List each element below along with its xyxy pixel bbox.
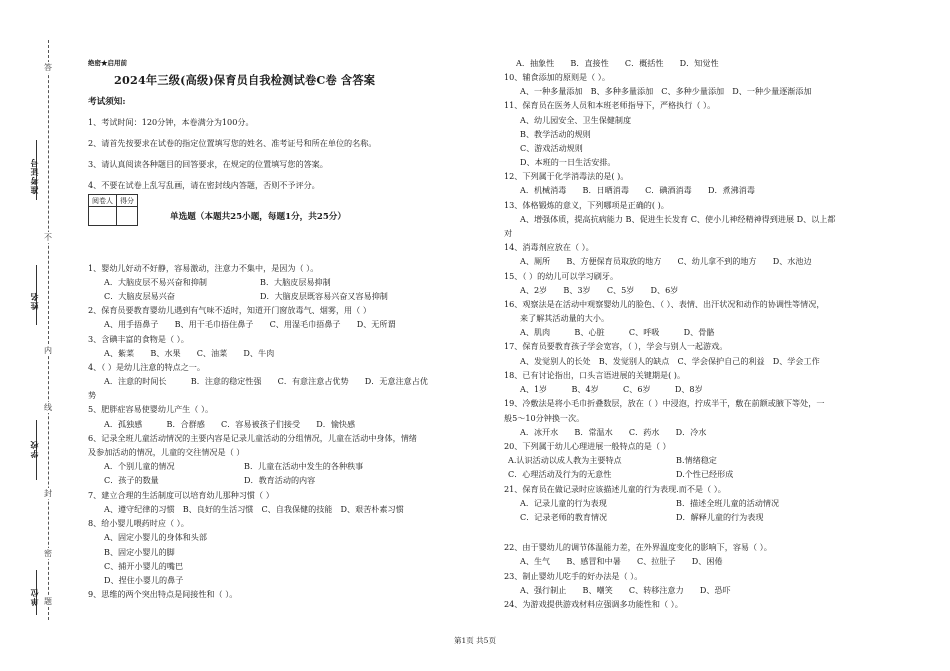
question-line: A、一种多量添加 B、多种多量添加 C、多种少量添加 D、一种少量逐渐添加 (520, 86, 812, 96)
question-line: A.认识活动以成人教为主要特点 (508, 455, 622, 465)
question-line: 21、保育员在做记录时应该描述儿童的行为表现.而不是（ ）。 (504, 484, 726, 494)
margin-char: 题 (44, 597, 52, 606)
question-line: 5、肥胖症容易使婴幼儿产生（ ）。 (88, 404, 214, 414)
question-line: 19、冷敷法是将小毛巾折叠数层，放在（ ）中浸泡，拧成半干，敷在前额或腋下等处，一 (504, 398, 825, 408)
question-line: A．抽象性 B．直接性 C．概括性 D．知觉性 (516, 58, 719, 68)
margin-char: 不 (44, 233, 52, 242)
page-footer: 第1页 共5页 (454, 636, 496, 645)
question-line: 2、保育员要教育婴幼儿遇到有气味不适时，知道开门窗放毒气、烟雾，用（ ） (88, 305, 371, 315)
notice-item: 3、请认真阅读各种题目的回答要求，在规定的位置填写您的答案。 (88, 159, 328, 169)
notice-heading: 考试须知: (88, 97, 126, 107)
question-line: B．描述全班儿童的活动情况 (676, 498, 780, 508)
question-line: 9、思维的两个突出特点是间接性和（ ）。 (88, 589, 238, 599)
question-line: D.个性已经形成 (676, 469, 734, 479)
question-line: C．孩子的数量 (104, 475, 159, 485)
question-line: A、幼儿园安全、卫生保健制度 (520, 115, 632, 125)
question-line: A．记录儿童的行为表现 (520, 498, 607, 508)
question-line: A、2岁 B、3岁 C、5岁 D、6岁 (520, 285, 679, 295)
question-line: A、厕所 B、方便保育员取放的地方 C、幼儿拿不到的地方 D、水池边 (520, 256, 812, 266)
question-line: 14、消毒剂应放在（ ）。 (504, 242, 594, 252)
name-label: 姓名 (29, 292, 39, 310)
question-line: A、用手捂鼻子 B、用干毛巾捂住鼻子 C、用湿毛巾捂鼻子 D、无所谓 (104, 319, 396, 329)
question-line: A、强行制止 B、嘲笑 C、转移注意力 D、恐吓 (520, 585, 731, 595)
question-line: 势 (88, 390, 97, 400)
question-line: 23、制止婴幼儿吃手的好办法是（ ）。 (504, 571, 643, 581)
margin-char: 答 (44, 63, 52, 72)
question-line: B．儿童在活动中发生的各种秩事 (244, 461, 364, 471)
secret-mark: 绝密★启用前 (88, 59, 127, 67)
question-line: D．解释儿童的行为表现 (676, 512, 764, 522)
question-line: A、增强体质，提高抗病能力 B、促进生长发育 C、使小儿神经精神得到进展 D、以上都 (520, 214, 836, 224)
question-line: 4、（ ）是幼儿注意的特点之一。 (88, 362, 205, 372)
unit-label: 单位 (29, 588, 39, 606)
school-label: 学校 (29, 440, 39, 458)
question-line: A、肌肉 B、心脏 C、呼吸 D、骨骼 (520, 327, 715, 337)
question-line: A．个别儿童的情况 (104, 461, 175, 471)
question-line: A．机械消毒 B．日晒消毒 C．碘酒消毒 D．煮沸消毒 (520, 185, 755, 195)
exam-title: 2024年三级(高级)保育员自我检测试卷C卷 含答案 (114, 73, 376, 87)
notice-item: 4、不要在试卷上乱写乱画，请在密封线内答题，否则不予评分。 (88, 180, 320, 190)
margin-char: 线 (44, 403, 52, 412)
question-line: A、1岁 B、4岁 C、6岁 D、8岁 (520, 384, 703, 394)
question-line: 般5～10分钟换一次。 (504, 413, 585, 423)
margin-char: 内 (44, 346, 52, 355)
question-line: 7、建立合理的生活制度可以培育幼儿那种习惯（ ） (88, 490, 274, 500)
question-line: 24、为游戏提供游戏材料应强调多功能性和（ ）。 (504, 599, 683, 609)
question-line: A．孤独感 B．合群感 C．容易被孩子们接受 D．愉快感 (104, 419, 356, 429)
section-heading: 单选题（本题共25小题，每题1分，共25分） (170, 212, 346, 222)
margin-char: 密 (44, 549, 52, 558)
question-line: B、固定小婴儿的脚 (104, 547, 175, 557)
question-line: C、游戏活动规则 (520, 143, 583, 153)
question-line: D、本班的一日生活安排。 (520, 157, 616, 167)
question-line: 11、保育员在医务人员和本班老师指导下，严格执行（ ）。 (504, 100, 716, 110)
question-line: A、固定小婴儿的身体和头部 (104, 532, 207, 542)
question-line: 10、辅食添加的原则是（ ）。 (504, 72, 610, 82)
question-line: C．大脑皮层易兴奋 (104, 291, 175, 301)
admission-number-label: 准考证号 (29, 158, 39, 194)
binding-margin (0, 0, 62, 671)
question-line: B．大脑皮层易抑制 (260, 277, 331, 287)
question-line: A、发觉别人的长处 B、发觉别人的缺点 C、学会保护自己的利益 D、学会工作 (520, 356, 820, 366)
question-line: B.情绪稳定 (676, 455, 717, 465)
question-line: 22、由于婴幼儿的调节体温能力差，在外界温度变化的影响下，容易（ ）。 (504, 542, 772, 552)
question-line: 6、记录全班儿童活动情况的主要内容是记录儿童活动的分组情况，儿童在活动中身体，情绪 (88, 433, 417, 443)
question-line: 20、下列属于幼儿心理进展一般特点的是（ ） (504, 441, 671, 451)
grader-cell[interactable] (89, 207, 117, 226)
question-line: D、捏住小婴儿的鼻子 (104, 575, 184, 585)
question-line: 1、婴幼儿好动不好静，容易激动，注意力不集中，是因为（ ）。 (88, 263, 319, 273)
question-line: 15、（ ）的幼儿可以学习刷牙。 (504, 271, 619, 281)
grader-header: 阅卷人 (89, 195, 117, 207)
margin-char: 封 (44, 489, 52, 498)
question-line: A、遵守纪律的习惯 B、良好的生活习惯 C、自我保健的技能 D、艰苦朴素习惯 (104, 504, 404, 514)
question-line: 13、体格锻炼的意义，下列哪项是正确的( )。 (504, 200, 669, 210)
question-line: 8、给小婴儿喂药时应（ ）。 (88, 518, 189, 528)
question-line: C、捕开小婴儿的嘴巴 (104, 561, 184, 571)
question-line: 18、已有讨论指出，口头言语进展的关键期是( )。 (504, 370, 686, 380)
question-line: A．大脑皮层不易兴奋和抑制 (104, 277, 207, 287)
question-line: D．教育活动的内容 (244, 475, 316, 485)
question-line: 及参加活动的情况，儿童的交往情况是（ ） (88, 447, 245, 457)
score-table (88, 194, 138, 226)
question-line: C．记录老师的教育情况 (520, 512, 608, 522)
question-line: D．大脑皮层既容易兴奋又容易抑制 (260, 291, 388, 301)
question-line: A．注意的时间长 B．注意的稳定性强 C．有意注意占优势 D．无意注意占优 (104, 376, 428, 386)
question-line: 来了解其活动量的大小。 (520, 313, 610, 323)
score-cell[interactable] (117, 207, 138, 226)
notice-item: 2、请首先按要求在试卷的指定位置填写您的姓名、准考证号和所在单位的名称。 (88, 138, 377, 148)
question-line: B、教学活动的规则 (520, 129, 591, 139)
question-line: 对 (504, 228, 513, 238)
question-line: A、生气 B、感冒和中暑 C、拉肚子 D、困倦 (520, 556, 723, 566)
question-line: A、紫菜 B、水果 C、油菜 D、牛肉 (104, 348, 275, 358)
seal-dashed-line (48, 40, 49, 620)
notice-item: 1、考试时间：120分钟，本卷满分为100分。 (88, 117, 254, 127)
question-line: A．冰开水 B．常温水 C．药水 D．冷水 (520, 427, 707, 437)
question-line: 17、保育员要教育孩子学会宽容，（ ），学会与别人一起游戏。 (504, 341, 728, 351)
score-header: 得分 (117, 195, 138, 207)
question-line: C．心理活动及行为的无意性 (508, 469, 612, 479)
question-line: 12、下列属于化学消毒法的是( )。 (504, 171, 629, 181)
question-line: 16、观察法是在活动中观察婴幼儿的脸色、（ ）、表情、出汗状况和动作的协调性等情况， (504, 299, 825, 309)
question-line: 3、含碘丰富的食物是（ ）。 (88, 334, 189, 344)
